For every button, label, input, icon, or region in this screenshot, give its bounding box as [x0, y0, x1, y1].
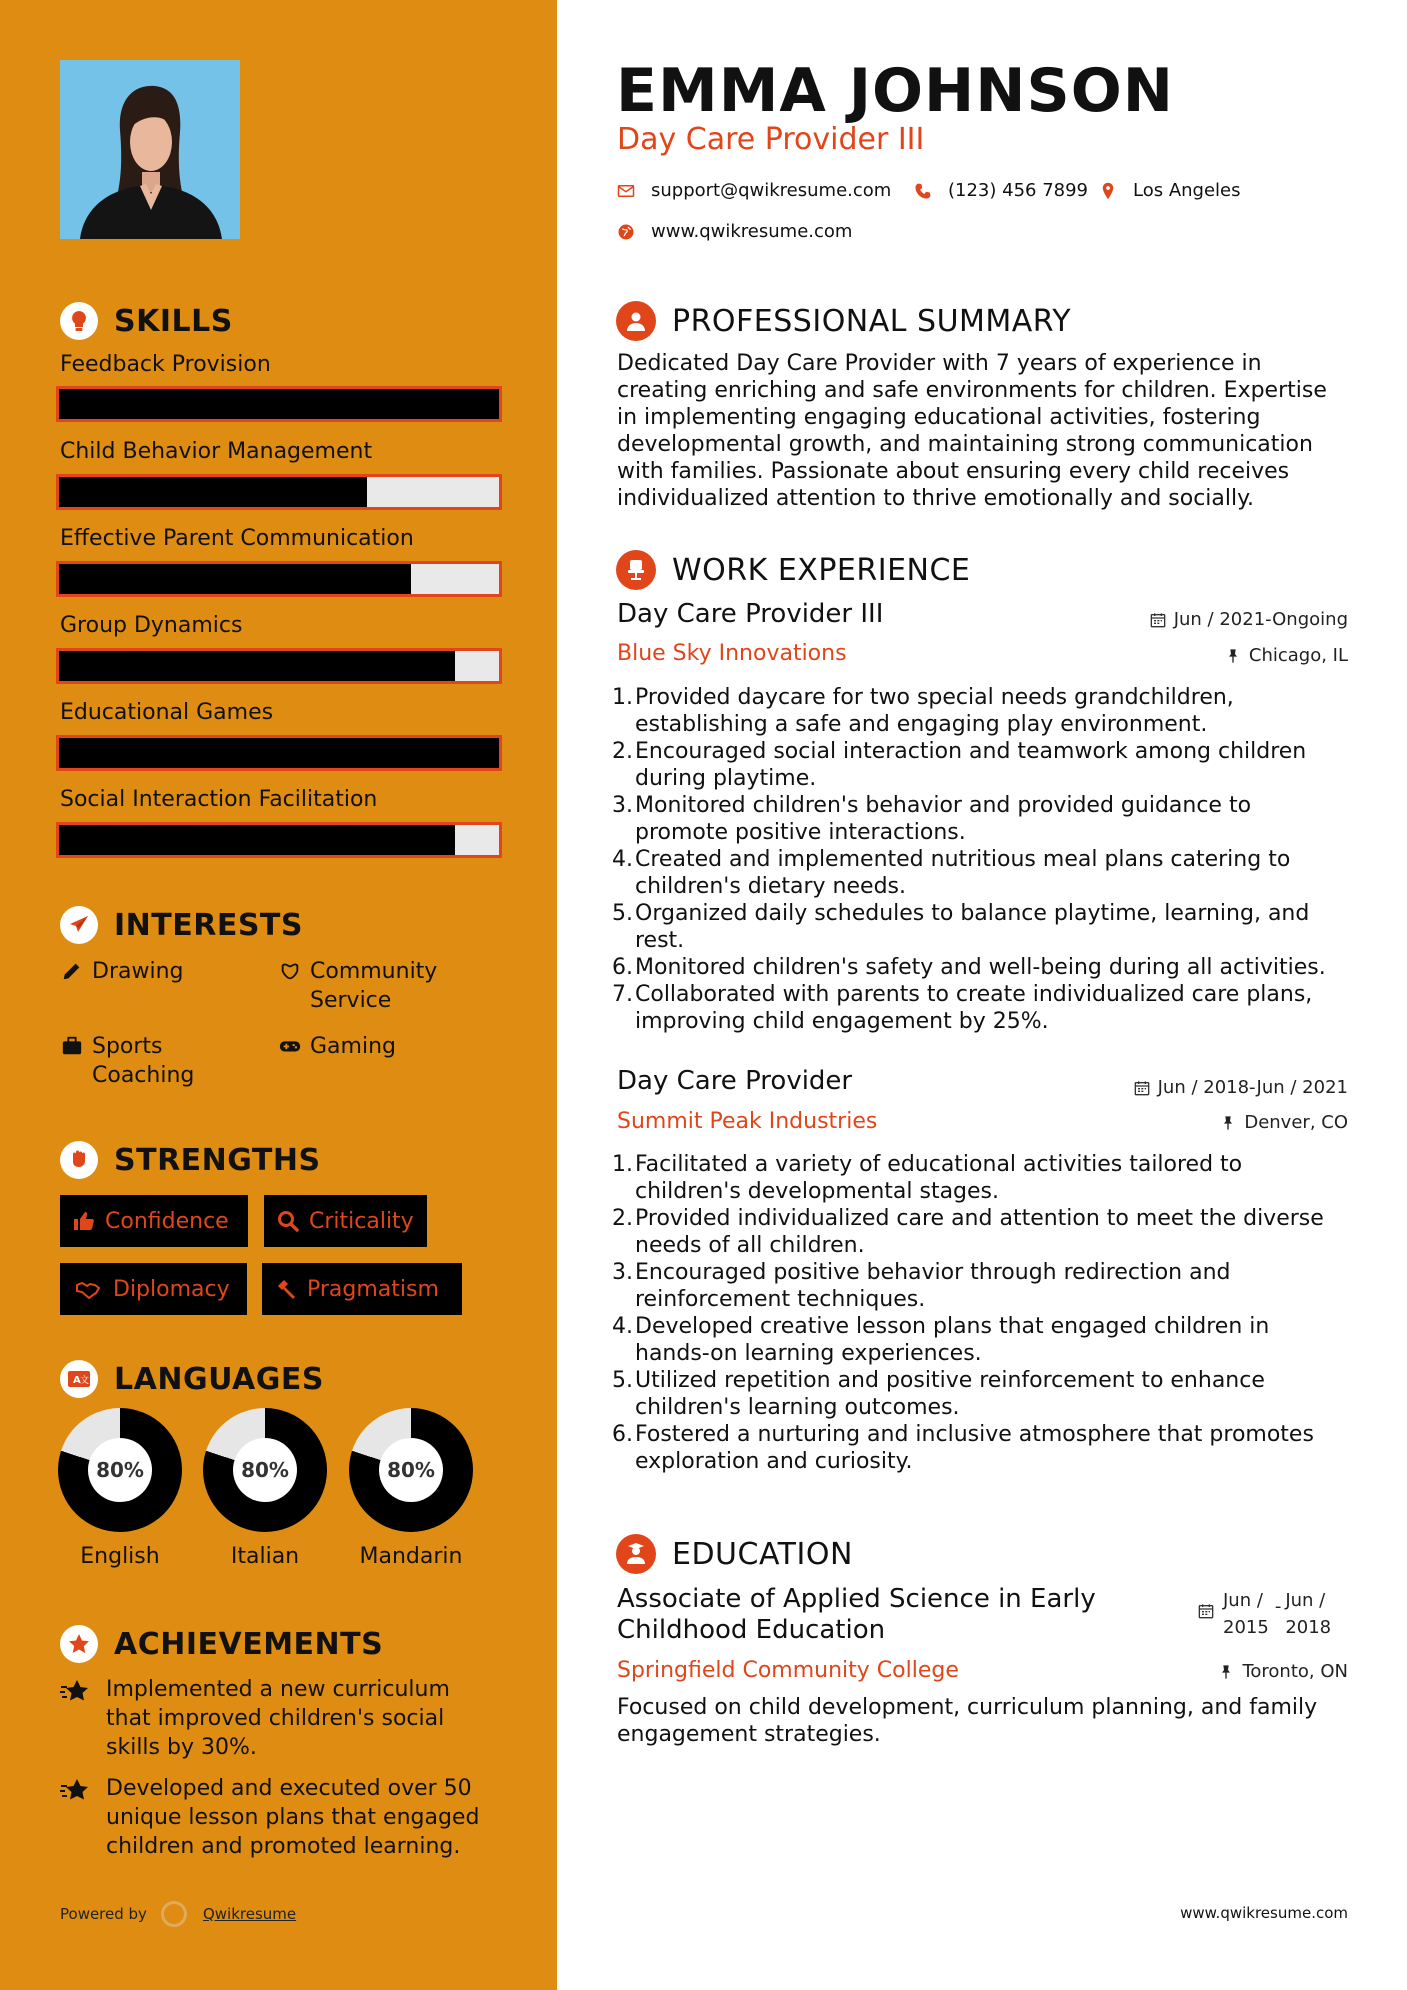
list-item: 2. Encouraged social interaction and teamwork among children during playtime.: [612, 739, 1307, 791]
hands-icon: [278, 957, 302, 1015]
handshake-icon: [72, 1277, 104, 1301]
achievements-heading: ACHIEVEMENTS: [60, 1625, 383, 1663]
contact-location: Los Angeles: [1099, 180, 1241, 201]
skill-label: Feedback Provision: [60, 352, 271, 377]
languages-heading: A 文 LANGUAGES: [60, 1360, 324, 1398]
star-badge-icon: [60, 1625, 98, 1663]
skill-bar: [56, 822, 502, 858]
graduate-icon: [616, 1534, 656, 1574]
skill-bar-fill: [59, 651, 455, 681]
calendar-icon: [1150, 612, 1166, 628]
contact-phone[interactable]: (123) 456 7899: [914, 180, 1088, 201]
user-icon: [616, 301, 656, 341]
skills-heading: SKILLS: [60, 302, 233, 340]
skill-bar-fill: [59, 389, 499, 419]
interest-item: Drawing: [60, 957, 242, 986]
language-ring: [203, 1408, 327, 1532]
skill-bar: [56, 386, 502, 422]
strength-badge: Confidence: [60, 1195, 248, 1247]
contact-website[interactable]: www.qwikresume.com: [617, 221, 852, 242]
thumbs-up-icon: [72, 1209, 96, 1233]
achievement-item: Implemented a new curriculum that improved children's social skills by 30%.: [60, 1675, 500, 1762]
gavel-icon: [274, 1277, 298, 1301]
list-item: 6. Fostered a nurturing and inclusive atmosphere that promotes exploration and curiosity.: [612, 1422, 1314, 1474]
footer-url[interactable]: www.qwikresume.com: [1180, 1904, 1348, 1922]
interest-item: Gaming: [278, 1032, 460, 1061]
skill-bar: [56, 735, 502, 771]
skill-bar-fill: [59, 825, 455, 855]
education-location: Toronto, ON: [1218, 1661, 1348, 1682]
phone-icon: [914, 182, 932, 200]
education-heading: EDUCATION: [616, 1534, 853, 1574]
job-dates: Jun / 2018-Jun / 2021: [1134, 1077, 1348, 1098]
interest-item: Sports Coaching: [60, 1032, 242, 1090]
strength-badge: Diplomacy: [60, 1263, 247, 1315]
translate-icon: [60, 1360, 98, 1398]
calendar-icon: [1134, 1080, 1150, 1096]
skill-label: Child Behavior Management: [60, 439, 373, 464]
envelope-icon: [617, 182, 635, 200]
skill-bar-fill: [59, 477, 367, 507]
language-percent: 80%: [88, 1438, 152, 1502]
skill-bar: [56, 648, 502, 684]
skill-label: Group Dynamics: [60, 613, 243, 638]
job-title: Day Care Provider: [617, 1066, 853, 1096]
job-location: Denver, CO: [1220, 1112, 1348, 1133]
skill-bar: [56, 561, 502, 597]
star-icon: [60, 1675, 92, 1762]
list-item: 4. Created and implemented nutritious meal plans catering to children's dietary needs.: [612, 847, 1291, 899]
language-percent: 80%: [233, 1438, 297, 1502]
achievement-item: Developed and executed over 50 unique lesson plans that engaged children and promoted learning.: [60, 1774, 500, 1861]
job-dates: Jun / 2021-Ongoing: [1150, 609, 1348, 630]
job-company: Blue Sky Innovations: [617, 641, 847, 666]
briefcase-icon: [60, 1032, 84, 1090]
profile-photo: [60, 60, 240, 239]
pushpin-icon: [1225, 648, 1241, 664]
strength-badge: Criticality: [264, 1195, 427, 1247]
list-item: 5. Utilized repetition and positive reinforcement to enhance children's learning outcomes.: [612, 1368, 1265, 1420]
map-pin-icon: [1099, 182, 1117, 200]
skill-label: Educational Games: [60, 700, 274, 725]
sidebar: [0, 0, 557, 1990]
qwikresume-logo-icon: [161, 1901, 187, 1927]
job-company: Summit Peak Industries: [617, 1109, 878, 1134]
job-bullets: [612, 684, 1347, 1035]
education-degree: Associate of Applied Science in Early Childhood Education: [617, 1584, 1096, 1645]
gamepad-icon: [278, 1032, 302, 1061]
list-item: 7. Collaborated with parents to create individualized care plans, improving child engagement by 25%.: [612, 982, 1313, 1034]
list-item: 3. Encouraged positive behavior through redirection and reinforcement techniques.: [612, 1260, 1231, 1312]
education-school: Springfield Community College: [617, 1658, 959, 1683]
candidate-role: Day Care Provider III: [617, 122, 925, 157]
skill-bar-fill: [59, 564, 411, 594]
job-title: Day Care Provider III: [617, 599, 884, 629]
list-item: 6. Monitored children's safety and well-being during all activities.: [612, 955, 1326, 980]
skill-bar-fill: [59, 738, 499, 768]
job-location: Chicago, IL: [1225, 645, 1348, 666]
globe-icon: [617, 223, 635, 241]
language-name: Mandarin: [359, 1544, 463, 1569]
paper-plane-icon: [60, 906, 98, 944]
office-chair-icon: [616, 550, 656, 590]
summary-heading: PROFESSIONAL SUMMARY: [616, 301, 1071, 341]
skill-label: Social Interaction Facilitation: [60, 787, 378, 812]
list-item: 1. Facilitated a variety of educational activities tailored to children's developmental stages.: [612, 1152, 1243, 1204]
language-ring: [58, 1408, 182, 1532]
svg-text:文: 文: [80, 1376, 90, 1386]
strengths-heading: STRENGTHS: [60, 1141, 321, 1179]
search-icon: [276, 1209, 300, 1233]
svg-text:A: A: [73, 1375, 81, 1386]
summary-text: Dedicated Day Care Provider with 7 years of experience in creating enriching and safe environments for children. Expertise in implementing engaging educational activities, fostering developmental growth, and maintaining strong communication with families. Passionate about ensuring every child receives individualized attention to thrive emotionally and socially.: [617, 351, 1327, 511]
interests-heading: INTERESTS: [60, 906, 303, 944]
lightbulb-icon: [60, 302, 98, 340]
list-item: 4. Developed creative lesson plans that engaged children in hands-on learning experiences.: [612, 1314, 1270, 1366]
strength-badge: Pragmatism: [262, 1263, 462, 1315]
education-dates: Jun / 2015 - Jun / 2018: [1198, 1587, 1331, 1641]
language-name: English: [80, 1544, 160, 1569]
interest-item: Community Service: [278, 957, 460, 1015]
language-name: Italian: [230, 1544, 300, 1569]
contact-email[interactable]: support@qwikresume.com: [617, 180, 891, 201]
pushpin-icon: [1220, 1115, 1236, 1131]
skill-bar: [56, 474, 502, 510]
fist-icon: [60, 1141, 98, 1179]
candidate-name: EMMA JOHNSON: [616, 56, 1174, 126]
calendar-icon: [1198, 1603, 1214, 1619]
pencil-icon: [60, 957, 84, 986]
powered-by: Powered by Qwikresume: [60, 1901, 296, 1927]
star-icon: [60, 1774, 92, 1861]
list-item: 2. Provided individualized care and attention to meet the diverse needs of all children.: [612, 1206, 1324, 1258]
language-percent: 80%: [379, 1438, 443, 1502]
experience-heading: WORK EXPERIENCE: [616, 550, 970, 590]
list-item: 1. Provided daycare for two special needs grandchildren, establishing a safe and engaging play environment.: [612, 685, 1234, 737]
qwikresume-link[interactable]: Qwikresume: [202, 1905, 297, 1923]
pushpin-icon: [1218, 1664, 1234, 1680]
list-item: 5. Organized daily schedules to balance playtime, learning, and rest.: [612, 901, 1310, 953]
skill-label: Effective Parent Communication: [60, 526, 414, 551]
job-bullets: [612, 1151, 1347, 1475]
education-description: Focused on child development, curriculum planning, and family engagement strategies.: [617, 1695, 1318, 1747]
list-item: 3. Monitored children's behavior and provided guidance to promote positive interactions.: [612, 793, 1252, 845]
language-ring: [349, 1408, 473, 1532]
